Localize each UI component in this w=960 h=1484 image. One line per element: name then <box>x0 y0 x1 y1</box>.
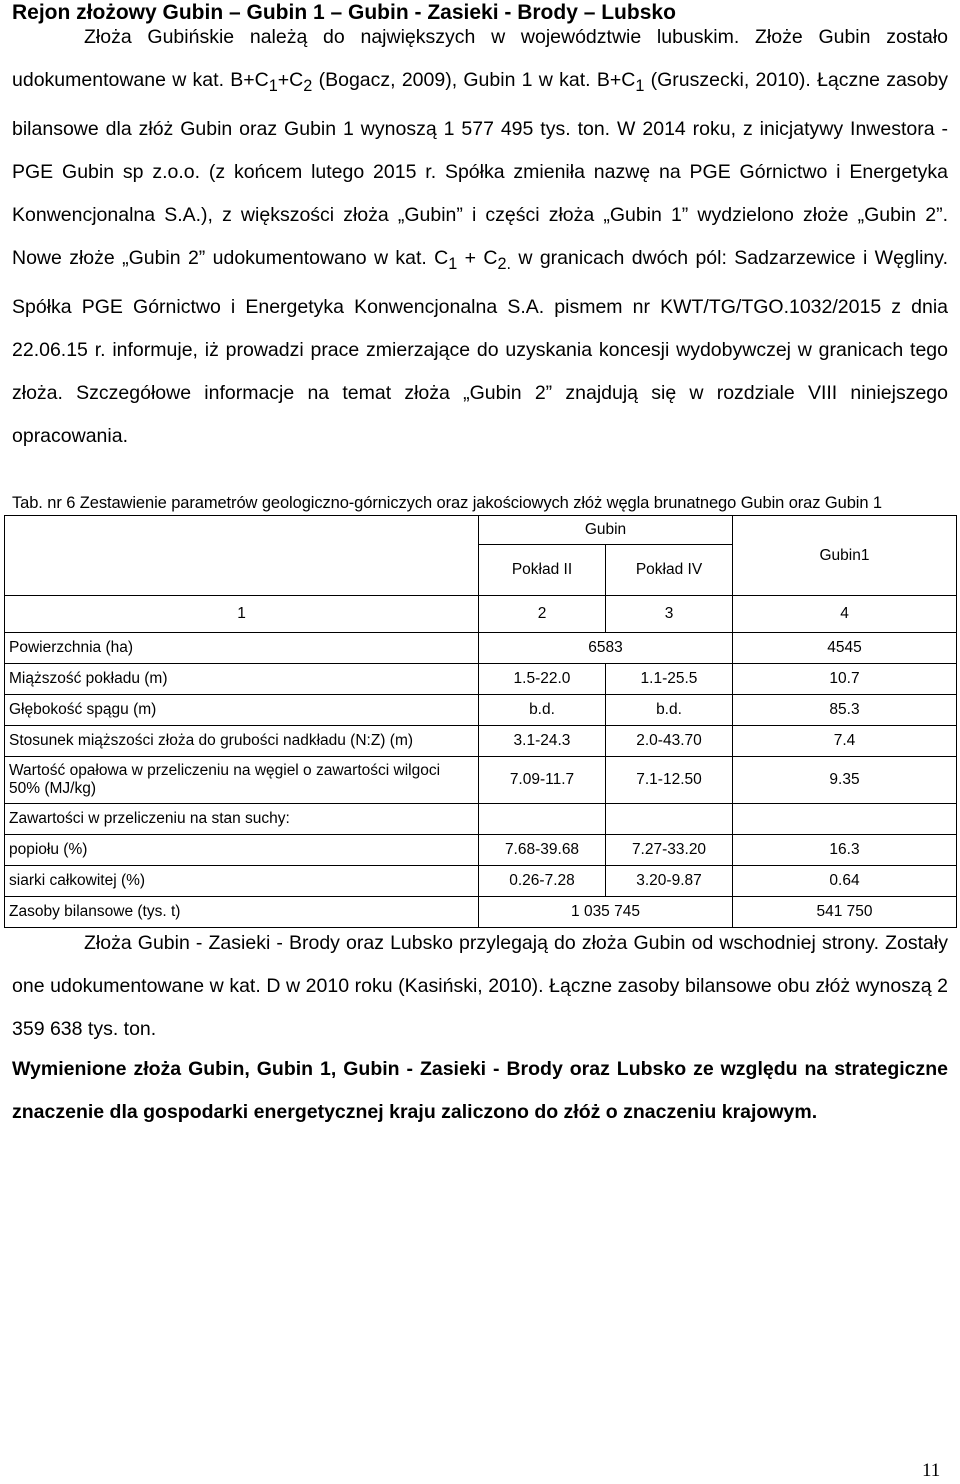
merged-value: 1 035 745 <box>479 897 733 928</box>
poklad-ii-value: 7.68-39.68 <box>479 835 606 866</box>
column-number: 3 <box>606 596 733 633</box>
row-label: Wartość opałowa w przeliczeniu na węgiel o zawartości wilgoci 50% (MJ/kg) <box>5 757 479 804</box>
header-empty-cell <box>5 516 479 596</box>
column-number: 2 <box>479 596 606 633</box>
table-row <box>5 695 957 726</box>
table-header-row <box>5 516 957 545</box>
row-label: Głębokość spągu (m) <box>5 695 479 726</box>
text-segment: Złoża Gubińskie należą do największych w województwie lubuskim. Złoże Gubin zostało udokumentowane w kat. B+C <box>12 26 948 91</box>
table-caption: Tab. nr 6 Zestawienie parametrów geologiczno-górniczych oraz jakościowych złóż węgla brunatnego Gubin oraz Gubin 1 <box>12 494 882 512</box>
paragraph-adjacent-deposits <box>12 922 948 1051</box>
row-label: Miąższość pokładu (m) <box>5 664 479 695</box>
gubin1-value: 85.3 <box>733 695 957 726</box>
poklad-ii-value: 7.09-11.7 <box>479 757 606 804</box>
table-row <box>5 726 957 757</box>
row-label: Zasoby bilansowe (tys. t) <box>5 897 479 928</box>
poklad-iv-value: 2.0-43.70 <box>606 726 733 757</box>
subscript: 2 <box>303 76 313 95</box>
table-row <box>5 835 957 866</box>
text-segment: (Gruszecki, 2010). Łączne zasoby bilansowe dla złóż Gubin oraz Gubin 1 wynoszą 1 577 495 tys. ton. W 2014 roku, z inicjatywy Inwestora - PGE Gubin sp z.o.o. (z końcem lutego 2015 r. Spółka zmieniła nazwę na PGE Górnictwo i Energetyka Konwencjonalna S.A.), z większości złoża „Gubin” i części złoża „Gubin 1” wydzielono złoże „Gubin 2”. Nowe złoże „Gubin 2” udokumentowano w kat. C <box>12 69 948 269</box>
column-number: 1 <box>5 596 479 633</box>
subscript: 1 <box>448 254 458 273</box>
page-number: 11 <box>922 1460 941 1481</box>
merged-value: 6583 <box>479 633 733 664</box>
subscript: 1 <box>268 76 278 95</box>
poklad-iv-value: 7.1-12.50 <box>606 757 733 804</box>
header-poklad-ii: Pokład II <box>479 545 606 596</box>
gubin1-value: 541 750 <box>733 897 957 928</box>
text-segment: + C <box>457 246 498 269</box>
row-label: popiołu (%) <box>5 835 479 866</box>
text-segment: w granicach dwóch pól: Sadzarzewice i Węgliny. Spółka PGE Górnictwo i Energetyka Konwencjonalna S.A. pismem nr KWT/TG/TGO.1032/2015 z dnia 22.06.15 r. informuje, iż prowadzi prace zmierzające do uzyskania koncesji wydobywczej w granicach tego złoża. Szczegółowe informacje na temat złoża „Gubin 2” znajdują się w rozdziale VIII niniejszego opracowania. <box>12 246 948 447</box>
header-gubin: Gubin <box>479 516 733 545</box>
table-row <box>5 633 957 664</box>
gubin1-value: 16.3 <box>733 835 957 866</box>
subscript: 2. <box>497 254 512 273</box>
gubin1-value: 9.35 <box>733 757 957 804</box>
section-heading: Rejon złożowy Gubin – Gubin 1 – Gubin - Zasieki - Brody – Lubsko <box>12 1 676 24</box>
gubin1-value: 0.64 <box>733 866 957 897</box>
header-gubin1: Gubin1 <box>733 516 957 596</box>
column-number-row <box>5 596 957 633</box>
text-segment: +C <box>277 69 304 91</box>
gubin1-value: 4545 <box>733 633 957 664</box>
subscript: 1 <box>635 76 645 95</box>
table-row <box>5 804 957 835</box>
row-label: Zawartości w przeliczeniu na stan suchy: <box>5 804 479 835</box>
row-label: siarki całkowitej (%) <box>5 866 479 897</box>
parameters-table <box>4 515 957 928</box>
row-label: Stosunek miąższości złoża do grubości nadkładu (N:Z) (m) <box>5 726 479 757</box>
column-number: 4 <box>733 596 957 633</box>
table-row <box>5 866 957 897</box>
gubin1-value: 7.4 <box>733 726 957 757</box>
gubin1-value: 10.7 <box>733 664 957 695</box>
paragraph-conclusion: Wymienione złoża Gubin, Gubin 1, Gubin - Zasieki - Brody oraz Lubsko ze względu na strategiczne znaczenie dla gospodarki energetycznej kraju zaliczono do złóż o znaczeniu krajowym. <box>12 1058 948 1123</box>
empty-cell <box>606 804 733 835</box>
empty-cell <box>733 804 957 835</box>
poklad-ii-value: 3.1-24.3 <box>479 726 606 757</box>
poklad-iv-value: 3.20-9.87 <box>606 866 733 897</box>
poklad-iv-value: b.d. <box>606 695 733 726</box>
poklad-iv-value: 1.1-25.5 <box>606 664 733 695</box>
row-label: Powierzchnia (ha) <box>5 633 479 664</box>
poklad-ii-value: b.d. <box>479 695 606 726</box>
text-segment: Złoża Gubin - Zasieki - Brody oraz Lubsko przylegają do złoża Gubin od wschodniej strony. Zostały one udokumentowane w kat. D w 2010 roku (Kasiński, 2010). Łączne zasoby bilansowe obu złóż wynoszą 2 359 638 tys. ton. <box>12 932 948 1040</box>
text-segment: (Bogacz, 2009), Gubin 1 w kat. B+C <box>312 69 636 91</box>
poklad-iv-value: 7.27-33.20 <box>606 835 733 866</box>
paragraph-intro <box>12 16 948 458</box>
table-row <box>5 757 957 804</box>
table-row <box>5 664 957 695</box>
poklad-ii-value: 1.5-22.0 <box>479 664 606 695</box>
header-poklad-iv: Pokład IV <box>606 545 733 596</box>
empty-cell <box>479 804 606 835</box>
poklad-ii-value: 0.26-7.28 <box>479 866 606 897</box>
